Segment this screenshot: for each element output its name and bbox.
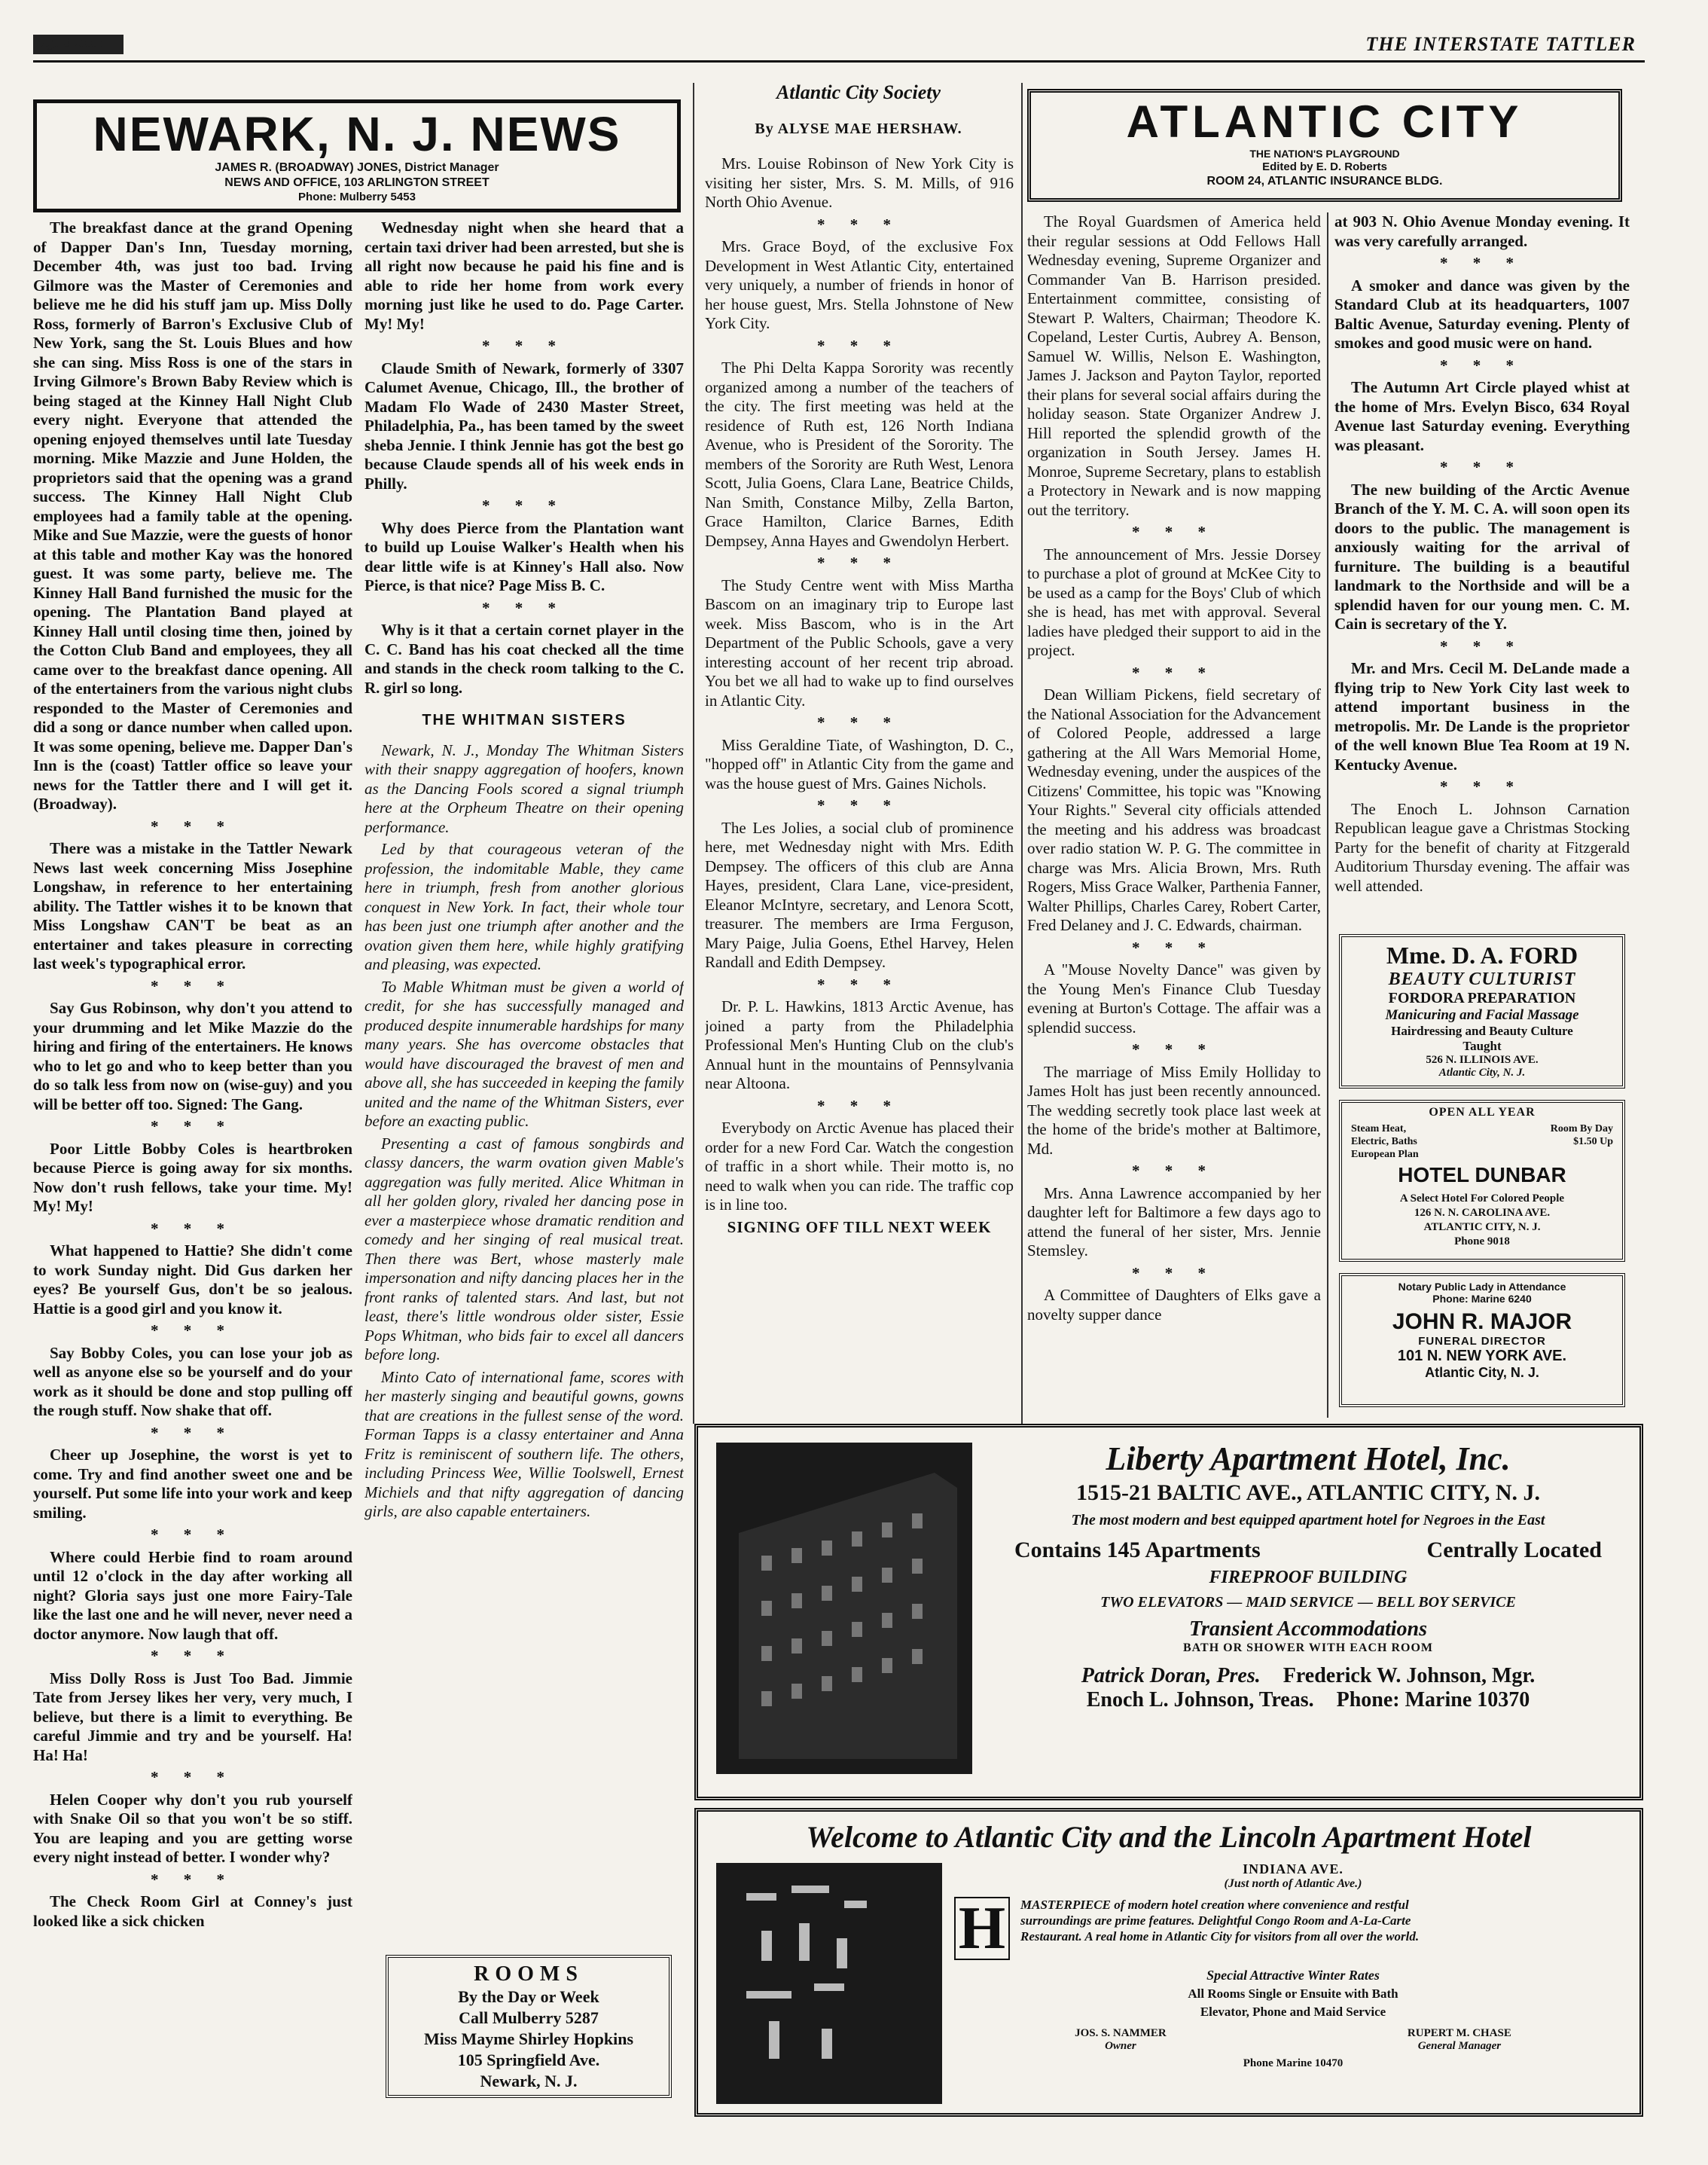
- rooms-ad-address: 105 Springfield Ave.: [457, 2050, 600, 2069]
- article-paragraph: Presenting a cast of famous songbirds and classy dancers, the warm ovation given Mable's aggregation was fully merited. Alice Whitman in all her golden glory, rivaled her dancing pose in ever a masterpiece whose dramatic rendition and comedy and her singing of real musical treat. Then there was Bert, whose masterly male impersonation and nifty dancing places her in the front ranks of talented stars. And last, but not least, there's little wondrous older sister, Essie Pops Whitman, who bids fair to excel all dancers before long.: [364, 1134, 684, 1363]
- separator-stars: * * *: [1132, 1040, 1216, 1058]
- liberty-manager: Frederick W. Johnson, Mgr.: [1283, 1664, 1536, 1687]
- separator-stars: * * *: [151, 1321, 235, 1339]
- article-paragraph: Mrs. Anna Lawrence accompanied by her daughter left for Baltimore a few days ago to attend the funeral of her sister, Mrs. Jennie Stemsley.: [1027, 1183, 1321, 1260]
- newark-masthead: [33, 99, 681, 212]
- separator-stars: * * *: [151, 1219, 235, 1238]
- rooms-ad: [386, 1955, 672, 2098]
- liberty-tagline: The most modern and best equipped apartment hotel for Negroes in the East: [1071, 1512, 1545, 1528]
- dunbar-feature: Steam Heat,: [1351, 1123, 1407, 1134]
- dunbar-rates: [1551, 1122, 1613, 1148]
- liberty-treasurer: Enoch L. Johnson, Treas.: [1086, 1688, 1314, 1712]
- lincoln-manager-name: RUPERT M. CHASE: [1407, 2027, 1511, 2039]
- society-signoff: SIGNING OFF TILL NEXT WEEK: [727, 1217, 992, 1236]
- dunbar-ad: [1339, 1100, 1625, 1262]
- liberty-phone: Phone: Marine 10370: [1336, 1688, 1530, 1712]
- whitman-heading: THE WHITMAN SISTERS: [422, 712, 627, 728]
- liberty-ad: [694, 1424, 1643, 1800]
- page-number-text: Page Sixteen: [33, 35, 104, 50]
- dunbar-tagline: A Select Hotel For Colored People: [1399, 1192, 1565, 1205]
- ac-masthead: [1027, 89, 1622, 202]
- article-paragraph: What happened to Hattie? She didn't come to work Sunday night. Did Gus darken her eyes? Be yourself Gus, don't be so jealous. Hattie is a good girl and you know it.: [33, 1241, 352, 1318]
- article-paragraph: Why is it that a certain cornet player in the C. C. Band has his coat checked all the time and stands in the check room talking to the C. R. girl so long.: [364, 621, 684, 697]
- newark-byline-1: JAMES R. (BROADWAY) JONES, District Manager: [215, 161, 499, 174]
- separator-stars: * * *: [817, 1096, 901, 1115]
- separator-stars: * * *: [151, 1647, 235, 1665]
- rooms-ad-city: Newark, N. J.: [480, 2072, 578, 2090]
- society-byline: By ALYSE MAE HERSHAW.: [755, 121, 962, 137]
- separator-stars: * * *: [817, 796, 901, 814]
- rooms-ad-title: ROOMS: [474, 1962, 584, 1986]
- article-paragraph: Newark, N. J., Monday The Whitman Sisters with their snappy aggregation of hoofers, known as the Dancing Fools scored a signal triumph here at the Orpheum Theatre on their opening performance.: [364, 740, 684, 836]
- separator-stars: * * *: [1132, 938, 1216, 957]
- ac-column-1: [1027, 212, 1321, 1425]
- article-paragraph: The Check Room Girl at Conney's just looked like a sick chicken: [33, 1892, 352, 1930]
- newark-column-2: [364, 218, 684, 1755]
- ford-services-2: Hairdressing and Beauty Culture: [1391, 1024, 1573, 1038]
- lincoln-rooms: All Rooms Single or Ensuite with Bath: [1188, 1986, 1398, 2001]
- separator-stars: * * *: [1132, 523, 1216, 541]
- ford-services: Manicuring and Facial Massage: [1385, 1007, 1579, 1023]
- article-paragraph: Where could Herbie find to roam around until 12 o'clock in the day after working all night? Gloria says just one more Fairy-Tale like the last one and he will never, never need a doctor anymore. Now laugh that off.: [33, 1547, 352, 1643]
- lincoln-title: Welcome to Atlantic City and the Lincoln Apartment Hotel: [806, 1820, 1532, 1854]
- article-paragraph: The Royal Guardsmen of America held their regular sessions at Odd Fellows Hall Wednesday evening, Supreme Organizer and Commander Van B. Harrison presided. Entertainment committee, consisting of Stewart P. Walters, Chairman; Theodore K. Copeland, Lester Curtis, Aubrey A. Benson, Samuel W. Willis, Nelson E. Washington, James J. Jackson and Payton Taylor, reported their plans for several social affairs during the holiday season. State Organizer Andrew J. Hill reported the splendid growth of the organization in South Jersey. James H. Monroe, Supreme Secretary, plans to establish a Protectory in Newark and is now mapping out the territory.: [1027, 212, 1321, 519]
- major-address: 101 N. NEW YORK AVE.: [1397, 1348, 1567, 1364]
- separator-stars: * * *: [817, 554, 901, 572]
- liberty-transient: Transient Accommodations: [1188, 1617, 1428, 1641]
- article-paragraph: The marriage of Miss Emily Holliday to James Holt has just been recently announced. The wedding secretly took place last week at the home of the bride's mother at Baltimore, Md.: [1027, 1062, 1321, 1158]
- article-paragraph: There was a mistake in the Tattler Newark News last week concerning Miss Josephine Longshaw, in reference to her entertaining ability. The Tattler wishes it to be known that Miss Longshaw CAN'T be beat as an entertainer and takes pleasure in correcting last week's typographical error.: [33, 839, 352, 973]
- article-paragraph: Everybody on Arctic Avenue has placed their order for a new Ford Car. Watch the congestion of traffic in a short while. Their motto is, no need to walk when you can ride. The traffic cop is in line too.: [705, 1119, 1014, 1214]
- dunbar-feature: European Plan: [1351, 1149, 1419, 1160]
- article-paragraph: at 903 N. Ohio Avenue Monday evening. It was very carefully arranged.: [1334, 212, 1630, 250]
- ac-column-2: [1334, 212, 1630, 924]
- liberty-bath: BATH OR SHOWER WITH EACH ROOM: [1183, 1641, 1433, 1654]
- lincoln-building-photo: [716, 1863, 942, 2104]
- separator-stars: * * *: [1440, 356, 1524, 374]
- newark-phone: Phone: Mulberry 5453: [298, 191, 416, 203]
- separator-stars: * * *: [1440, 254, 1524, 272]
- article-paragraph: The new building of the Arctic Avenue Branch of the Y. M. C. A. will soon open its doors to the public. The management is anxiously waiting for the arrival of furniture. The building is a beautiful landmark to the Northside and will be a splendid haven for our young men. C. M. Cain is secretary of the Y.: [1334, 480, 1630, 633]
- article-paragraph: Mr. and Mrs. Cecil M. DeLande made a flying trip to New York City last week to attend important business in the metropolis. Mr. De Lande is the proprietor of the well known Blue Tea Room at 19 N. Kentucky Avenue.: [1334, 659, 1630, 774]
- lincoln-owner-title: Owner: [1105, 2040, 1136, 2052]
- newark-title: NEWARK, N. J. NEWS: [93, 107, 621, 161]
- article-paragraph: Wednesday night when she heard that a certain taxi driver had been arrested, but she is all right now because he paid his fine and is able to ride her home from work every morning just like he used to do. Page Carter. My! My!: [364, 218, 684, 333]
- liberty-building-photo: [716, 1443, 972, 1774]
- newark-byline-2: NEWS AND OFFICE, 103 ARLINGTON STREET: [224, 176, 490, 189]
- ac-title: ATLANTIC CITY: [1126, 96, 1523, 147]
- society-title: Atlantic City Society: [776, 81, 941, 103]
- separator-stars: * * *: [817, 215, 901, 234]
- dunbar-details: [1342, 1192, 1622, 1249]
- major-city: Atlantic City, N. J.: [1425, 1365, 1539, 1380]
- separator-stars: * * *: [1132, 663, 1216, 682]
- lincoln-location: (Just north of Atlantic Ave.): [1224, 1877, 1362, 1890]
- ford-title: BEAUTY CULTURIST: [1388, 970, 1576, 989]
- article-paragraph: Miss Geraldine Tiate, of Washington, D. C., "hopped off" in Atlantic City from the game and was the house guest of Mrs. Gaines Nichols.: [705, 735, 1014, 792]
- article-paragraph: The breakfast dance at the grand Opening of Dapper Dan's Inn, Tuesday morning, December 4th, was just too bad. Irving Gilmore was the Master of Ceremonies and believe me he did his stuff jam up. Miss Dolly Ross, formerly of Barron's Exclusive Club of New York, sang the St. Louis Blues and how she can sing. Miss Ross is one of the stars in Irving Gilmore's Brown Baby Review which is being staged at the Kinney Hall Night Club every night. Everyone that attended the opening enjoyed themselves until late Tuesday morning. Mike Mazzie and June Holden, the proprietors said that the opening was a grand success. The Kinney Hall Night Club employees had a family table at the opening. Mike and Sue Mazzie, were the guests of honor at this table and mother Kay was the honored guest. It was some party, believe me. The Kinney Hall Band furnished the music for the opening. The Plantation Band played at Kinney Hall until closing time then, joined by the Cotton Club Band and employees, they all came over to the breakfast dance opening. All of the entertainers from the various night clubs responded to the Master of Ceremonies and did a song or dance number when called upon. It was some opening, believe me. Dapper Dan's Inn is the (coast) Tattler office so leave your news for the Tattler there and I will get it. (Broadway).: [33, 218, 352, 813]
- article-paragraph: The Les Jolies, a social club of prominence here, met Wednesday night with Mrs. Edith Dempsey. The officers of this club are Anna Hayes, president, Clara Lane, vice-president, Eleanor McIntyre, secretary, and Lenora Scott, treasurer. The members are Irma Ferguson, Mary Paige, Julia Goens, Ethel Harvey, Helen Randall and Edith Dempsey.: [705, 818, 1014, 971]
- separator-stars: * * *: [1132, 1162, 1216, 1180]
- dunbar-feature: Electric, Baths: [1351, 1136, 1417, 1147]
- separator-stars: * * *: [1132, 1263, 1216, 1282]
- article-paragraph: Claude Smith of Newark, formerly of 3307 Calumet Avenue, Chicago, Ill., the brother of Madam Flo Wade of 2430 Master Street, Philadelphia, Pa., has been tamed by the sweet sheba Jennie. I think Jennie has got the best go because Claude spends all of his week ends in Philly.: [364, 359, 684, 493]
- lincoln-officers: [954, 2027, 1632, 2053]
- dunbar-features: [1351, 1122, 1419, 1161]
- ford-name: Mme. D. A. FORD: [1386, 942, 1578, 969]
- liberty-officers-1: [984, 1664, 1632, 1688]
- article-paragraph: A smoker and dance was given by the Standard Club at its headquarters, 1007 Baltic Avenue, Saturday evening. Plenty of smokes and good music were on hand.: [1334, 276, 1630, 352]
- lincoln-ad: [694, 1808, 1643, 2117]
- separator-stars: * * *: [151, 1870, 235, 1889]
- lincoln-text: [954, 1861, 1632, 2070]
- article-paragraph: Poor Little Bobby Coles is heartbroken because Pierce is going away for six months. Now don't rush fellows, take your time. My! My! My!: [33, 1139, 352, 1215]
- society-column: [705, 154, 1014, 1412]
- lincoln-body-row: [954, 1897, 1632, 1960]
- separator-stars: * * *: [1440, 637, 1524, 655]
- lincoln-manager-block: [1408, 2027, 1511, 2053]
- article-paragraph: The announcement of Mrs. Jessie Dorsey to purchase a plot of ground at McKee City to be used as a camp for the Boys' Club of which she is head, has met with approval. Several ladies have pledged their support to aid in the project.: [1027, 545, 1321, 659]
- article-paragraph: Helen Cooper why don't you rub yourself with Snake Oil so that you won't be so stiff. You are leaping and you are getting worse every night instead of better. I wonder why?: [33, 1790, 352, 1866]
- article-paragraph: Dr. P. L. Hawkins, 1813 Arctic Avenue, has joined a party from the Philadelphia Professional Men's Hunting Club on the club's Annual hunt in the mountains of Pennsylvania near Altoona.: [705, 997, 1014, 1092]
- article-paragraph: The Enoch L. Johnson Carnation Republican league gave a Christmas Stocking Party for the benefit of charity at Fitzgerald Auditorium Thursday evening. The affair was well attended.: [1334, 799, 1630, 895]
- column-rule: [693, 83, 694, 1424]
- ac-office: ROOM 24, ATLANTIC INSURANCE BLDG.: [1206, 175, 1443, 188]
- building-illustration: [716, 1863, 942, 2104]
- article-paragraph: Why does Pierce from the Plantation want to build up Louise Walker's Health when his dear little wife is at Kinney's Hall also. Now Pierce, is that nice? Page Miss B. C.: [364, 518, 684, 594]
- rooms-ad-phone: Call Mulberry 5287: [459, 2008, 599, 2027]
- lincoln-initial-icon: H: [954, 1897, 1010, 1960]
- article-paragraph: Dean William Pickens, field secretary of the National Association for the Advancement of Colored People, addressed a large gathering at the All Wars Memorial Home, Wednesday evening, under the auspices of the Citizens' Committee, his topic was "Knowing Your Rights." Several city officials attended the meeting and his address was broadcast over radio station W. P. G. The committee in charge was Mrs. Alicia Brown, Mrs. Ruth Rogers, Miss Grace Walker, Parthenia Fanner, Walter Phillips, Charles Carey, Robert Carter, Fred Delaney and J. C. Edwards, chairman.: [1027, 686, 1321, 934]
- ac-editor: Edited by E. D. Roberts: [1262, 160, 1387, 173]
- liberty-location: Centrally Located: [1426, 1537, 1602, 1562]
- liberty-address: 1515-21 BALTIC AVE., ATLANTIC CITY, N. J.: [1076, 1480, 1540, 1505]
- liberty-president: Patrick Doran, Pres.: [1081, 1664, 1261, 1687]
- separator-stars: * * *: [1440, 458, 1524, 476]
- column-rule: [1021, 83, 1023, 1424]
- article-paragraph: The Phi Delta Kappa Sorority was recently organized among a number of the teachers of the city. The first meeting was held at the residence of Ruth est, 126 North Indiana Avenue, who is President of the Sorority. The members of the Sorority are Ruth West, Lenora Scott, Julia Goens, Clara Lane, Beatrice Childs, Nan Smith, Constance Milby, Zella Barton, Grace Hamilton, Clarice Barnes, Edith Dempsey, Anna Hayes and Gwendolyn Herbert.: [705, 359, 1014, 550]
- article-paragraph: Cheer up Josephine, the worst is yet to come. Try and find another sweet one and be yourself. Put some life into your work and keep smiling.: [33, 1446, 352, 1522]
- article-paragraph: Miss Dolly Ross is Just Too Bad. Jimmie Tate from Jersey likes her very, very much, I believe, but there is a limit to everything. Be careful Jimmie and try and be yourself. Ha! Ha! Ha!: [33, 1669, 352, 1764]
- liberty-fireproof: FIREPROOF BUILDING: [1209, 1568, 1408, 1587]
- ford-product: FORDORA PREPARATION: [1388, 990, 1576, 1006]
- article-paragraph: A Committee of Daughters of Elks gave a novelty supper dance: [1027, 1286, 1321, 1324]
- dunbar-phone: Phone 9018: [1454, 1235, 1510, 1247]
- page-number-label: [33, 35, 124, 54]
- separator-stars: * * *: [151, 1525, 235, 1544]
- article-paragraph: Mrs. Grace Boyd, of the exclusive Fox Development in West Atlantic City, entertained very uniquely, a number of friends in honor of her house guest, Mrs. Stella Johnstone of New York City.: [705, 237, 1014, 332]
- article-paragraph: Led by that courageous veteran of the profession, the indomitable Mable, they came here in triumph, fresh from another glorious conquest in New York. In fact, their whole tour has been just one triumph after another and the ovation given them here, while highly gratifying and pleasing, was expected.: [364, 840, 684, 973]
- ac-subtitle: THE NATION'S PLAYGROUND: [1249, 148, 1400, 160]
- article-paragraph: A "Mouse Novelty Dance" was given by the Young Men's Finance Club Tuesday evening at Burton's Cottage. The affair was a splendid success.: [1027, 960, 1321, 1037]
- lincoln-phone: Phone Marine 10470: [1243, 2057, 1344, 2069]
- liberty-features: [984, 1533, 1632, 1563]
- article-paragraph: Minto Cato of international fame, scores with her masterly singing and beautiful gowns, gowns that are creations in the fullest sense of the word. Forman Tapps is a classy entertainer and Anna Fritz is reminiscent of southern life. The others, including Princess Wee, Willie Toolswell, Ernest Michiels and that nifty aggregation of dancing girls, are also capable entertainers.: [364, 1367, 684, 1520]
- separator-stars: * * *: [151, 1423, 235, 1442]
- lincoln-service: Elevator, Phone and Maid Service: [1200, 2005, 1386, 2019]
- separator-stars: * * *: [482, 496, 566, 515]
- separator-stars: * * *: [151, 1117, 235, 1135]
- separator-stars: * * *: [817, 713, 901, 731]
- dunbar-name: HOTEL DUNBAR: [1398, 1163, 1566, 1186]
- liberty-text: [984, 1440, 1632, 1712]
- liberty-apartments: Contains 145 Apartments: [1014, 1537, 1261, 1562]
- newspaper-name: THE INTERSTATE TATTLER: [1365, 33, 1636, 55]
- liberty-name: Liberty Apartment Hotel, Inc.: [1106, 1440, 1511, 1477]
- lincoln-manager-title: General Manager: [1417, 2040, 1502, 2052]
- article-paragraph: Say Gus Robinson, why don't you attend to your drumming and let Mike Mazzie do the hiring and firing of the entertainers. He knows who to let go and who to keep better than you do so talk less from now on (wise-guy) and you will be better off too. Signed: The Gang.: [33, 999, 352, 1113]
- newark-column-1: [33, 218, 352, 2109]
- lincoln-owner-name: JOS. S. NAMMER: [1075, 2027, 1167, 2039]
- building-illustration: [716, 1443, 972, 1774]
- liberty-services: TWO ELEVATORS — MAID SERVICE — BELL BOY SERVICE: [1100, 1594, 1516, 1611]
- lincoln-rates: Special Attractive Winter Rates: [1206, 1968, 1380, 1983]
- article-paragraph: The Autumn Art Circle played whist at the home of Mrs. Evelyn Bisco, 634 Royal Avenue last Saturday evening. Everything was pleasant.: [1334, 378, 1630, 454]
- dunbar-open: OPEN ALL YEAR: [1429, 1106, 1536, 1119]
- major-name: JOHN R. MAJOR: [1392, 1309, 1572, 1334]
- separator-stars: * * *: [151, 1768, 235, 1786]
- ford-city: Atlantic City, N. J.: [1438, 1067, 1526, 1079]
- lincoln-description: MASTERPIECE of modern hotel creation where convenience and restful surroundings are prime features. Delightful Congo Room and A-La-Carte Restaurant. A real home in Atlantic City for visitors from all over the world.: [1020, 1898, 1420, 1944]
- separator-stars: * * *: [817, 336, 901, 355]
- lincoln-street: INDIANA AVE.: [1243, 1861, 1344, 1876]
- separator-stars: * * *: [151, 817, 235, 835]
- ford-ad: [1339, 934, 1625, 1089]
- liberty-officers-2: [984, 1688, 1632, 1712]
- article-paragraph: The Study Centre went with Miss Martha Bascom on an imaginary trip to Europe last week. Miss Bascom, who is in the Art Department of the Public Schools, gave a very interesting account of her recent trip abroad. You bet we all had to wake up to find ourselves in Atlantic City.: [705, 576, 1014, 710]
- lincoln-owner-block: [1075, 2027, 1167, 2053]
- article-paragraph: Mrs. Louise Robinson of New York City is visiting her sister, Mrs. S. M. Mills, of 916 North Ohio Avenue.: [705, 154, 1014, 211]
- dunbar-rate: $1.50 Up: [1573, 1136, 1613, 1147]
- dunbar-city: ATLANTIC CITY, N. J.: [1423, 1221, 1541, 1233]
- separator-stars: * * *: [151, 976, 235, 995]
- ford-taught: Taught: [1462, 1039, 1502, 1053]
- dunbar-rate: Room By Day: [1550, 1123, 1613, 1134]
- dunbar-address: 126 N. N. CAROLINA AVE.: [1414, 1207, 1551, 1219]
- column-rule: [1327, 212, 1328, 1418]
- head-rule: [33, 60, 1645, 63]
- article-paragraph: Say Bobby Coles, you can lose your job as well as anyone else so be yourself and do your work as it should be done and stop pulling off the rough stuff. Now shake that off.: [33, 1343, 352, 1419]
- separator-stars: * * *: [482, 337, 566, 355]
- rooms-ad-line: By the Day or Week: [458, 1987, 599, 2006]
- major-notary: Notary Public Lady in Attendance: [1398, 1281, 1566, 1293]
- major-ad: [1339, 1273, 1625, 1407]
- major-role: FUNERAL DIRECTOR: [1418, 1335, 1546, 1348]
- article-paragraph: To Mable Whitman must be given a world of credit, for she has successfully managed and produced despite innumerable hardships for many many years. She has overcome obstacles that would have discouraged the bravest of men and above all, she has succeeded in keeping the family united and the name of the Whitman Sisters, ever before an exacting public.: [364, 977, 684, 1130]
- major-phone: Phone: Marine 6240: [1432, 1293, 1532, 1305]
- separator-stars: * * *: [1440, 777, 1524, 795]
- ford-address: 526 N. ILLINOIS AVE.: [1426, 1054, 1539, 1066]
- rooms-ad-name: Miss Mayme Shirley Hopkins: [423, 2029, 634, 2048]
- separator-stars: * * *: [817, 975, 901, 994]
- separator-stars: * * *: [482, 598, 566, 617]
